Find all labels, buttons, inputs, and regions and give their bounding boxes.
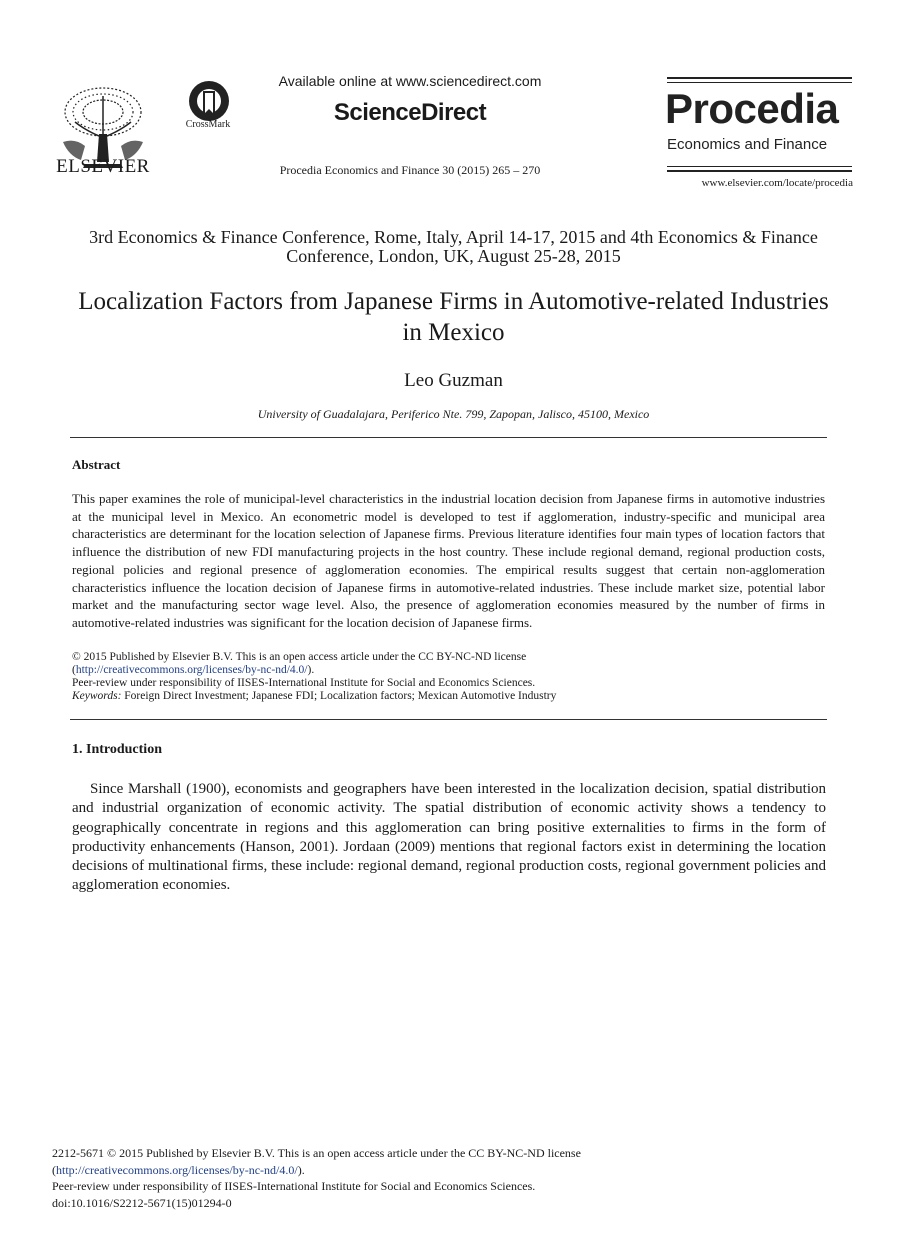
divider xyxy=(70,437,827,438)
author-name: Leo Guzman xyxy=(404,370,503,391)
abstract-text: This paper examines the role of municipal-level characteristics in the industrial location decision from Japanese firms in automotive industries at the municipal level in Mexico. An econometric model is developed to test if agglomeration, industry-specific and municipal area characteristics are determinant for the location selection of Japanese firms. Previous literature identifies four main types of location factors that influence the distribution of new FDI manufacturing projects in the host country. These include regional demand, regional production costs, regional policies and regional presence of agglomeration economies. The empirical results suggest that certain non-agglomeration characteristics influence the location decision of Japanese firms in automotive-related industries. These include market size, potential labor market and the manufacturing sector wage level. Also, the presence of agglomeration economies measured by the number of firms in automotive-related industries was significant for the location decision of Japanese firms. xyxy=(72,491,825,630)
footer-peer-review: Peer-review under responsibility of IISES-International Institute for Social and Economics Sciences. xyxy=(52,1179,536,1193)
footer-doi[interactable]: doi:10.1016/S2212-5671(15)01294-0 xyxy=(52,1195,232,1210)
copyright-line: © 2015 Published by Elsevier B.V. This is an open access article under the CC BY-NC-ND license xyxy=(72,651,527,663)
section-heading: 1. Introduction xyxy=(72,742,162,757)
procedia-rule xyxy=(667,77,852,79)
license-line xyxy=(72,664,825,677)
license-link[interactable]: http://creativecommons.org/licenses/by-nc-nd/4.0/ xyxy=(75,664,308,676)
abstract-heading: Abstract xyxy=(72,457,121,472)
procedia-rule xyxy=(667,170,852,172)
license-paren-close: ). xyxy=(307,664,315,676)
keywords-label: Keywords: xyxy=(72,690,122,702)
sciencedirect-logo: ScienceDirect xyxy=(333,99,487,126)
divider xyxy=(70,719,827,720)
peer-review-line: Peer-review under responsibility of IISES-International Institute for Social and Economics Sciences. xyxy=(72,677,536,689)
procedia-url[interactable]: www.elsevier.com/locate/procedia xyxy=(701,177,853,189)
conference-line: 3rd Economics & Finance Conference, Rome, Italy, April 14-17, 2015 and 4th Economics & Finance Conference, London, UK, August 25-28, 2015 xyxy=(89,227,818,266)
footer-paren-open: ( xyxy=(52,1162,56,1177)
journal-reference: Procedia Economics and Finance 30 (2015) 265 – 270 xyxy=(279,163,541,177)
procedia-rule xyxy=(667,82,852,83)
available-online-text: Available online at www.sciencedirect.com xyxy=(278,73,542,89)
publisher-name: ELSEVIER xyxy=(56,156,150,177)
footer-license-link[interactable]: http://creativecommons.org/licenses/by-nc-nd/4.0/ xyxy=(56,1162,298,1177)
footer-license-line xyxy=(52,1162,832,1179)
keywords-line xyxy=(72,690,825,703)
footer-issn-line: 2212-5671 © 2015 Published by Elsevier B.V. This is an open access article under the CC BY-NC-ND license xyxy=(52,1146,581,1160)
procedia-subtitle: Economics and Finance xyxy=(667,136,828,153)
license-paren-open: ( xyxy=(72,664,76,676)
abstract-meta xyxy=(72,651,825,703)
introduction-paragraph: Since Marshall (1900), economists and geographers have been interested in the localization decision, spatial distribution and industrial organization of economic activity. The spatial distribution of economic activity shows a tendency to geographically concentrate in regions and this agglomeration can bring positive externalities to firms in the form of productivity enhancements (Hanson, 2001). Jordaan (2009) mentions that regional factors exist in determining the location decisions of multinational firms, these include: regional demand, regional production costs, regional government policies and agglomeration economies. xyxy=(72,781,826,894)
page-footer xyxy=(52,1145,832,1211)
keywords-list: Foreign Direct Investment; Japanese FDI; Localization factors; Mexican Automotive Industry xyxy=(124,690,557,702)
paper-title: Localization Factors from Japanese Firms in Automotive-related Industries in Mexico xyxy=(78,288,829,346)
footer-paren-close: ). xyxy=(297,1162,305,1177)
author-affiliation: University of Guadalajara, Periferico Nte. 799, Zapopan, Jalisco, 45100, Mexico xyxy=(257,407,650,421)
procedia-title: Procedia xyxy=(665,85,839,132)
crossmark-label: CrossMark xyxy=(185,119,231,130)
procedia-rule xyxy=(667,166,852,167)
